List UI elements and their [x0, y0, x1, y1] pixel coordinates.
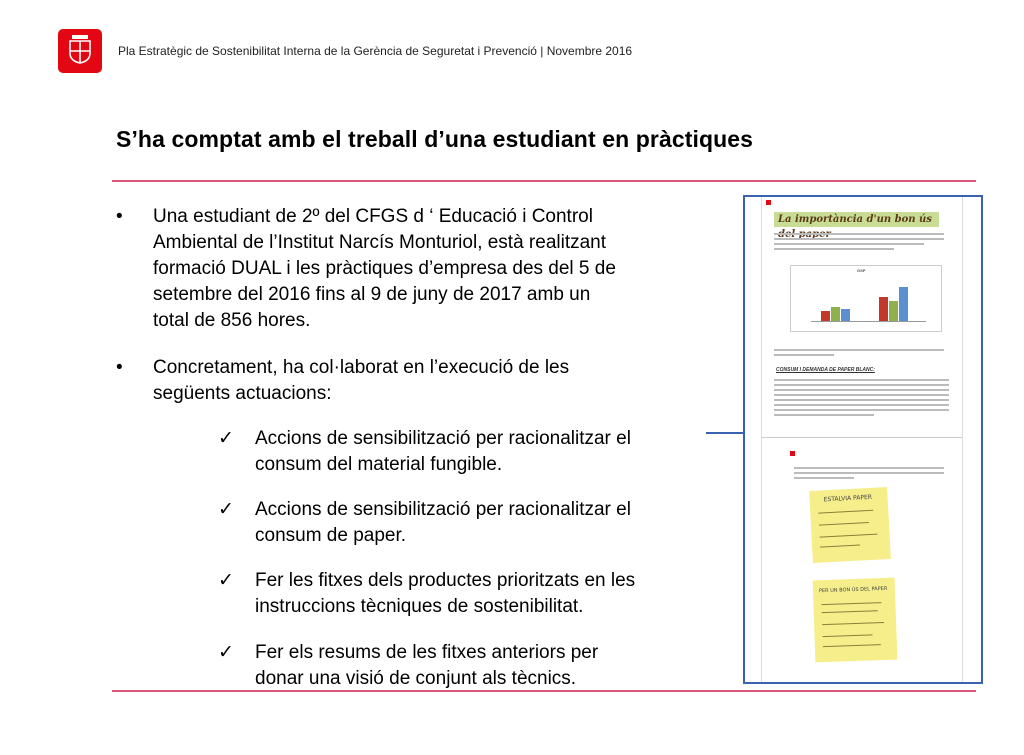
- slide-title: S’ha comptat amb el treball d’una estudiant en pràctiques: [116, 126, 754, 152]
- bullet-line: formació DUAL i les pràctiques d’empresa des del 5 de: [153, 258, 616, 279]
- chart-bar: [841, 309, 850, 321]
- document-section-heading: CONSUM I DEMANDA DE PAPER BLANC:: [776, 367, 875, 373]
- note-line: [819, 522, 869, 526]
- note-line: [822, 610, 878, 613]
- chart-bar: [821, 311, 830, 321]
- document-chart: [790, 265, 942, 332]
- text-line: [774, 389, 949, 391]
- check-line: instruccions tècniques de sostenibilitat.: [255, 596, 584, 617]
- footer-divider: [112, 690, 976, 692]
- checkmark-icon: ✓: [218, 428, 234, 449]
- bullet-text: [153, 204, 713, 334]
- check-text: [255, 568, 715, 620]
- chart-bar: [889, 301, 898, 321]
- check-line: consum del material fungible.: [255, 454, 503, 475]
- mini-logo-icon: [790, 451, 795, 456]
- chart-bar: [879, 297, 888, 321]
- bullet-symbol: •: [116, 206, 123, 227]
- sticky-note: [813, 578, 898, 663]
- sticky-note: [809, 487, 891, 563]
- text-line: [774, 349, 944, 351]
- check-line: Accions de sensibilització per racionalitzar el: [255, 499, 631, 520]
- mini-logo-icon: [766, 200, 771, 205]
- text-line: [774, 243, 924, 245]
- bullet-line: Ambiental de l’Institut Narcís Monturiol, està realitzant: [153, 232, 607, 253]
- text-line: [774, 238, 944, 240]
- bullet-symbol: •: [116, 357, 123, 378]
- check-line: Fer les fitxes dels productes prioritzats en les: [255, 570, 636, 591]
- bullet-line: Concretament, ha col·laborat en l’execució de les: [153, 357, 570, 378]
- check-text: [255, 640, 715, 692]
- bullet-line: setembre del 2016 fins al 9 de juny de 2017 amb un: [153, 284, 591, 305]
- note-line: [823, 634, 873, 637]
- text-line: [774, 399, 949, 401]
- text-line: [774, 233, 944, 235]
- check-text: [255, 426, 715, 478]
- chart-axis: [811, 321, 926, 322]
- checkmark-icon: ✓: [218, 570, 234, 591]
- chart-label: GSP: [857, 268, 866, 273]
- document-page: [761, 197, 963, 682]
- checkmark-icon: ✓: [218, 499, 234, 520]
- title-divider: [112, 180, 976, 182]
- bullet-line: total de 856 hores.: [153, 310, 311, 331]
- text-line: [794, 477, 854, 479]
- barcelona-logo: [58, 29, 102, 73]
- document-preview: [743, 195, 983, 684]
- document-banner: La importància d'un bon ús: [774, 212, 939, 227]
- text-line: [774, 384, 949, 386]
- text-line: [774, 354, 834, 356]
- check-text: [255, 497, 715, 549]
- note-title: ESTALVIA PAPER: [823, 493, 873, 504]
- check-line: Accions de sensibilització per racionalitzar el: [255, 428, 631, 449]
- text-line: [774, 409, 949, 411]
- note-line: [821, 602, 881, 605]
- bullet-line: següents actuacions:: [153, 383, 332, 404]
- check-line: consum de paper.: [255, 525, 407, 546]
- text-line: [774, 394, 949, 396]
- note-line: [822, 622, 884, 625]
- note-line: [820, 545, 860, 548]
- text-line: [794, 472, 944, 474]
- connector-line: [706, 432, 744, 434]
- page-break: [762, 437, 962, 438]
- chart-bar: [899, 287, 908, 321]
- bullet-text: [153, 355, 713, 407]
- checkmark-icon: ✓: [218, 642, 234, 663]
- text-line: [774, 414, 874, 416]
- note-line: [823, 644, 881, 647]
- note-title: PER UN BON ÚS DEL PAPER: [818, 585, 888, 595]
- header-subtitle: Pla Estratègic de Sostenibilitat Interna de la Gerència de Seguretat i Prevenció | Novembre 2016: [118, 44, 633, 58]
- check-line: donar una visió de conjunt als tècnics.: [255, 668, 577, 689]
- text-line: [774, 248, 894, 250]
- note-line: [818, 510, 873, 514]
- text-line: [774, 404, 949, 406]
- check-line: Fer els resums de les fitxes anteriors per: [255, 642, 599, 663]
- note-line: [820, 534, 878, 538]
- chart-bar: [831, 307, 840, 321]
- text-line: [794, 467, 944, 469]
- bullet-line: Una estudiant de 2º del CFGS d ‘ Educació i Control: [153, 206, 593, 227]
- text-line: [774, 379, 949, 381]
